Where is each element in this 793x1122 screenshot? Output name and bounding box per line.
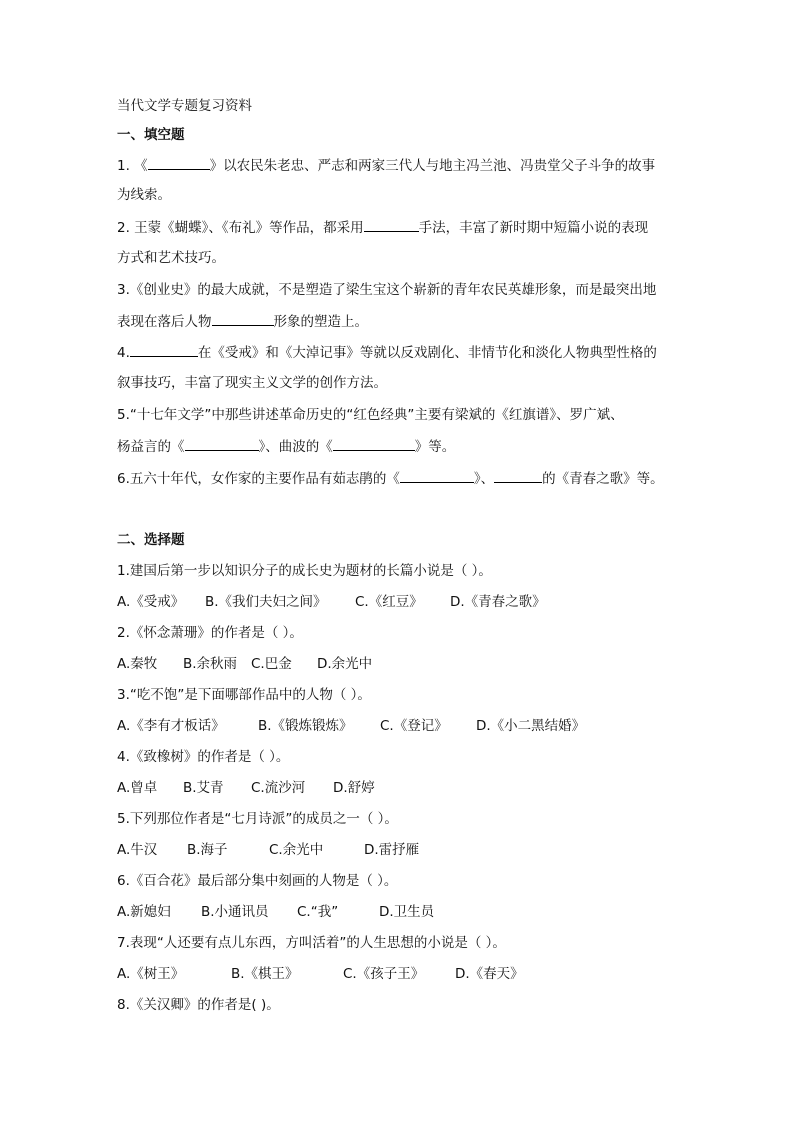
- option[interactable]: D.《春天》: [455, 966, 524, 982]
- choice-question-stem: 6.《百合花》最后部分集中刻画的人物是（ ）。: [117, 873, 398, 889]
- choice-question-stem: 3.“吃不饱”是下面哪部作品中的人物（ ）。: [117, 687, 371, 703]
- option[interactable]: A.牛汉: [117, 842, 158, 858]
- choice-options: [117, 592, 546, 612]
- choice-question-stem: 7.表现“人还要有点儿东西，方叫活着”的人生思想的小说是（ ）。: [117, 935, 506, 951]
- option[interactable]: A.《受戒》: [117, 594, 185, 610]
- fill-question-4-cont: 叙事技巧，丰富了现实主义文学的创作方法。: [117, 375, 387, 391]
- option[interactable]: C.余光中: [269, 842, 324, 858]
- answer-blank[interactable]: [212, 311, 274, 326]
- choice-options: [117, 964, 524, 984]
- fill-question-3: 3.《创业史》的最大成就，不是塑造了梁生宝这个崭新的青年农民英雄形象，而是最突出地: [117, 282, 657, 298]
- option[interactable]: C.“我”: [297, 904, 339, 920]
- option[interactable]: D.《青春之歌》: [450, 594, 546, 610]
- section-heading-fill-in: 一、填空题: [117, 127, 185, 143]
- choice-question-stem: 5.下列那位作者是“七月诗派”的成员之一（ ）。: [117, 811, 398, 827]
- choice-question-stem: 1.建国后第一步以知识分子的成长史为题材的长篇小说是（ ）。: [117, 563, 492, 579]
- fill-question-3-cont: 表现在落后人物 形象的塑造上。: [117, 311, 368, 332]
- fill-question-4: 4. 在《受戒》和《大淖记事》等就以反戏剧化、非情节化和淡化人物典型性格的: [117, 342, 657, 363]
- choice-question-stem: 8.《关汉卿》的作者是( )。: [117, 997, 280, 1013]
- option[interactable]: B.《锻炼锻炼》: [258, 718, 353, 734]
- option[interactable]: C.巴金: [251, 656, 292, 672]
- option[interactable]: A.秦牧: [117, 656, 158, 672]
- option[interactable]: D.《小二黑结婚》: [476, 718, 586, 734]
- option[interactable]: B.《我们夫妇之间》: [205, 594, 327, 610]
- option[interactable]: D.余光中: [317, 656, 373, 672]
- option[interactable]: A.新媳妇: [117, 904, 171, 920]
- option[interactable]: C.流沙河: [251, 780, 306, 796]
- section-heading-choice: 二、选择题: [117, 532, 185, 548]
- answer-blank[interactable]: [333, 436, 415, 451]
- choice-question-stem: 2.《怀念萧珊》的作者是（ ）。: [117, 625, 303, 641]
- answer-blank[interactable]: [148, 155, 210, 170]
- answer-blank[interactable]: [185, 436, 259, 451]
- option[interactable]: A.《李有才板话》: [117, 718, 225, 734]
- choice-options: [117, 902, 434, 922]
- choice-options: [117, 716, 585, 736]
- option[interactable]: D.卫生员: [379, 904, 435, 920]
- option[interactable]: D.雷抒雁: [364, 842, 420, 858]
- fill-question-6: 6.五六十年代，女作家的主要作品有茹志鹃的《 》、 的《青春之歌》等。: [117, 468, 664, 489]
- option[interactable]: D.舒婷: [333, 780, 375, 796]
- option[interactable]: B.海子: [187, 842, 228, 858]
- option[interactable]: A.曾卓: [117, 780, 158, 796]
- answer-blank[interactable]: [130, 342, 198, 357]
- choice-options: [117, 840, 419, 860]
- option[interactable]: C.《登记》: [380, 718, 448, 734]
- option[interactable]: B.余秋雨: [183, 656, 238, 672]
- fill-question-5-cont: 杨益言的《 》、曲波的《 》等。: [117, 436, 455, 457]
- option[interactable]: A.《树王》: [117, 966, 185, 982]
- option[interactable]: C.《孩子王》: [343, 966, 425, 982]
- option[interactable]: B.小通讯员: [201, 904, 269, 920]
- fill-question-1: 1. 《 》以农民朱老忠、严志和两家三代人与地主冯兰池、冯贵堂父子斗争的故事: [117, 155, 655, 176]
- option[interactable]: C.《红豆》: [355, 594, 423, 610]
- answer-blank[interactable]: [400, 468, 474, 483]
- option[interactable]: B.《棋王》: [231, 966, 299, 982]
- answer-blank[interactable]: [364, 217, 419, 232]
- option[interactable]: B.艾青: [183, 780, 224, 796]
- choice-options: [117, 654, 372, 674]
- fill-question-2: 2. 王蒙《蝴蝶》、《布礼》等作品，都采用 手法，丰富了新时期中短篇小说的表现: [117, 217, 648, 238]
- fill-question-2-cont: 方式和艺术技巧。: [117, 250, 225, 266]
- choice-question-stem: 4.《致橡树》的作者是（ ）。: [117, 749, 290, 765]
- answer-blank[interactable]: [494, 468, 542, 483]
- document-title: 当代文学专题复习资料: [117, 98, 252, 114]
- fill-question-5: 5.“十七年文学”中那些讲述革命历史的“红色经典”主要有梁斌的《红旗谱》、罗广斌、: [117, 407, 624, 423]
- fill-question-1-cont: 为线索。: [117, 187, 171, 203]
- choice-options: [117, 778, 375, 798]
